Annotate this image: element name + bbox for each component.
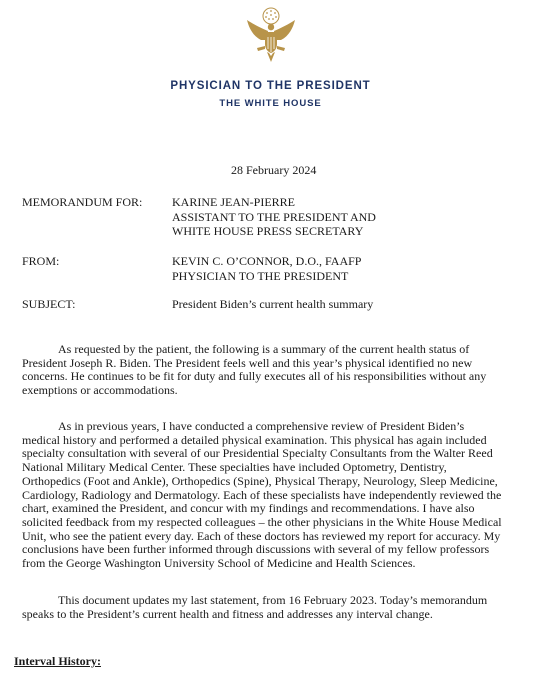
letterhead-title: PHYSICIAN TO THE PRESIDENT	[170, 80, 371, 92]
section-heading-interval-history: Interval History:	[14, 654, 101, 668]
letterhead-subtitle: THE WHITE HOUSE	[219, 98, 322, 109]
memo-for-recipient: KARINE JEAN-PIERRE ASSISTANT TO THE PRESIDENT AND WHITE HOUSE PRESS SECRETARY	[172, 195, 376, 238]
body-paragraph-2: As in previous years, I have conducted a comprehensive review of President Biden’s medical history and performed a detailed physical examination. This physical has again included specialty consultation with several of our Presidential Specialty Consultants from the Walter Reed National Military Medical Center. These specialties have included Optometry, Dentistry, Orthopedics (Foot and Ankle), Orthopedics (Spine), Physical Therapy, Neurology, Sleep Medicine, Cardiology, Radiology and Dermatology. Each of these specialists have independently reviewed the chart, examined the President, and concur with my findings and recommendations. I have also solicited feedback from my respected colleagues – the other physicians in the White House Medical Unit, who see the patient every day. Each of these doctors has reviewed my report for accuracy. My conclusions have been further informed through discussions with several of my fellow professors from the George Washington University School of Medicine and Health Sciences.	[22, 419, 502, 571]
memo-from-label: FROM:	[22, 254, 60, 268]
memo-subject: President Biden’s current health summary	[172, 297, 374, 311]
body-paragraph-3: This document updates my last statement, from 16 February 2023. Today’s memorandum speaks to the President’s current health and fitness and addresses any interval change.	[22, 593, 488, 621]
body-paragraph-1: As requested by the patient, the following is a summary of the current health status of President Joseph R. Biden. The President feels well and this year’s physical identified no new concerns. He continues to be fit for duty and fully executes all of his responsibilities without any exemptions or accommodations.	[22, 342, 487, 398]
memo-for-label: MEMORANDUM FOR:	[22, 195, 143, 209]
memo-from-sender: KEVIN C. O’CONNOR, D.O., FAAFP PHYSICIAN TO THE PRESIDENT	[172, 254, 362, 283]
presidential-seal-icon	[243, 6, 299, 68]
memo-date: 28 February 2024	[231, 163, 317, 177]
memo-subject-label: SUBJECT:	[22, 297, 76, 311]
